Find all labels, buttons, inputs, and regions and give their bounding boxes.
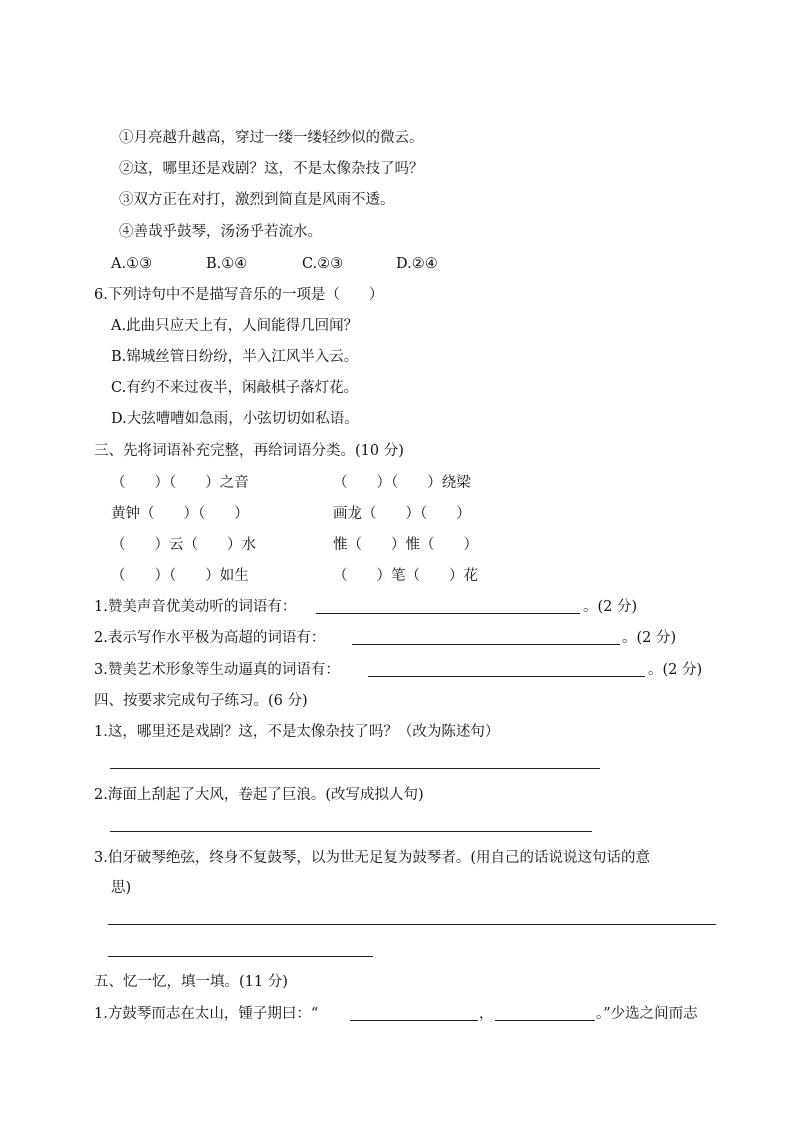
section-4-heading: 四、按要求完成句子练习。(6 分) <box>94 693 308 709</box>
idiom-blank-6[interactable]: 惟（ ）惟（ ） <box>333 537 478 553</box>
section-3-question-3-score: 。(2 分) <box>648 662 703 678</box>
q6-option-a: A.此曲只应天上有，人间能得几回闻？ <box>111 318 359 334</box>
q5-sentence-4: ④善哉乎鼓琴，汤汤乎若流水。 <box>119 224 322 240</box>
idiom-blank-2[interactable]: （ ）（ ）绕梁 <box>333 475 471 491</box>
section-3-question-2-score: 。(2 分) <box>622 630 677 646</box>
section-4-question-3: 3.伯牙破琴绝弦，终身不复鼓琴，以为世无足复为鼓琴者。(用自己的话说说这句话的意 <box>94 850 650 866</box>
q6-option-d: D.大弦嘈嘈如急雨，小弦切切如私语。 <box>111 411 359 427</box>
section-5-question-1-end: 。”少选之间而志 <box>596 1006 698 1022</box>
section-5-question-1-start: 1.方鼓琴而志在太山，锺子期曰：“ <box>94 1006 319 1022</box>
idiom-blank-7[interactable]: （ ）（ ）如生 <box>111 568 249 584</box>
answer-line-4-2[interactable] <box>110 831 592 832</box>
idiom-blank-8[interactable]: （ ）笔（ ）花 <box>333 568 478 584</box>
answer-line-3-2[interactable] <box>352 644 620 645</box>
idiom-blank-5[interactable]: （ ）云（ ）水 <box>111 537 256 553</box>
q5-option-a: A.①③ <box>111 256 153 272</box>
section-3-question-1: 1.赞美声音优美动听的词语有： <box>94 599 297 615</box>
q5-sentence-1: ①月亮越升越高，穿过一缕一缕轻纱似的微云。 <box>119 130 424 146</box>
q6-stem: 6.下列诗句中不是描写音乐的一项是（ ） <box>94 287 384 303</box>
q5-option-d: D.②④ <box>396 256 438 272</box>
section-5-question-1-comma: ， <box>479 1006 494 1022</box>
idiom-blank-4[interactable]: 画龙（ ）（ ） <box>333 506 471 522</box>
section-3-question-2: 2.表示写作水平极为高超的词语有： <box>94 630 326 646</box>
section-3-heading: 三、先将词语补充完整，再给词语分类。(10 分) <box>94 443 404 459</box>
answer-line-3-1[interactable] <box>316 613 580 614</box>
q5-option-b: B.①④ <box>206 256 248 272</box>
answer-line-4-3a[interactable] <box>108 924 716 925</box>
section-5-heading: 五、忆一忆，填一填。(11 分) <box>94 974 288 990</box>
idiom-blank-3[interactable]: 黄钟（ ）（ ） <box>111 506 249 522</box>
q6-option-b: B.锦城丝管日纷纷，半入江风半入云。 <box>111 349 359 365</box>
answer-line-3-3[interactable] <box>368 676 645 677</box>
answer-line-5-1a[interactable] <box>350 1020 478 1021</box>
answer-line-4-3b[interactable] <box>108 956 373 957</box>
q5-option-c: C.②③ <box>302 256 344 272</box>
answer-line-4-1[interactable] <box>110 768 600 769</box>
q5-sentence-2: ②这，哪里还是戏剧？这，不是太像杂技了吗？ <box>119 161 424 177</box>
section-3-question-1-score: 。(2 分) <box>583 599 638 615</box>
q6-option-c: C.有约不来过夜半，闲敲棋子落灯花。 <box>111 380 359 396</box>
section-4-question-3-continued: 思) <box>111 880 132 896</box>
q5-sentence-3: ③双方正在对打，激烈到简直是风雨不透。 <box>119 192 395 208</box>
idiom-blank-1[interactable]: （ ）（ ）之音 <box>111 475 249 491</box>
answer-line-5-1b[interactable] <box>495 1020 595 1021</box>
section-3-question-3: 3.赞美艺术形象等生动逼真的词语有： <box>94 662 340 678</box>
section-4-question-2: 2.海面上刮起了大风，卷起了巨浪。(改写成拟人句) <box>94 787 424 803</box>
section-4-question-1: 1.这，哪里还是戏剧？这，不是太像杂技了吗？（改为陈述句） <box>94 724 500 740</box>
